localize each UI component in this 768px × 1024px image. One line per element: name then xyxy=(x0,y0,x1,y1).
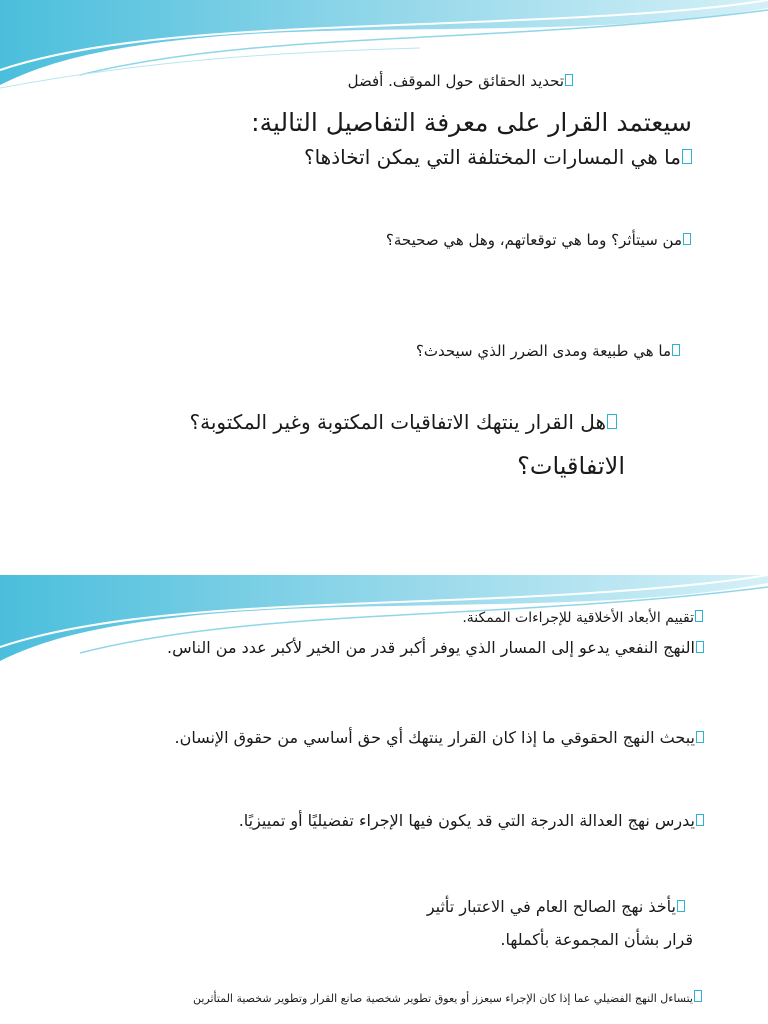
approach-justice: يدرس نهج العدالة الدرجة التي قد يكون فيها الإجراء تفضيليًا أو تمييزيًا. xyxy=(239,811,704,830)
bullet-icon xyxy=(696,641,704,653)
bullet-icon xyxy=(695,610,703,622)
question-1: ما هي المسارات المختلفة التي يمكن اتخاذها؟ xyxy=(304,145,692,169)
approach-rights: يبحث النهج الحقوقي ما إذا كان القرار ينتهك أي حق أساسي من حقوق الإنسان. xyxy=(175,728,704,747)
bullet-icon xyxy=(696,731,704,743)
bullet-icon xyxy=(565,74,573,86)
intro-line: تحديد الحقائق حول الموقف. أفضل xyxy=(348,72,573,90)
question-3: ما هي طبيعة ومدى الضرر الذي سيحدث؟ xyxy=(416,342,680,360)
question-4: هل القرار ينتهك الاتفاقيات المكتوبة وغير المكتوبة؟ xyxy=(190,410,617,434)
approach-virtue: يتساءل النهج الفضيلي عما إذا كان الإجراء سيعزز أو يعوق تطوير شخصية صانع القرار وتطوير شخصية المتأثرين xyxy=(193,990,702,1005)
approach-utilitarian: النهج النفعي يدعو إلى المسار الذي يوفر أكبر قدر من الخير لأكبر عدد من الناس. xyxy=(167,638,704,657)
bullet-icon xyxy=(682,149,692,164)
slide-2 xyxy=(0,575,768,1024)
question-2: من سيتأثر؟ وما هي توقعاتهم، وهل هي صحيحة؟ xyxy=(386,231,691,249)
bullet-icon xyxy=(683,233,691,245)
bullet-icon xyxy=(696,814,704,826)
bullet-icon xyxy=(677,900,685,912)
bullet-icon xyxy=(672,344,680,356)
question-4-continued: الاتفاقيات؟ xyxy=(517,452,625,480)
slide1-heading: سيعتمد القرار على معرفة التفاصيل التالية: xyxy=(251,108,692,137)
approach-common-good: يأخذ نهج الصالح العام في الاعتبار تأثير xyxy=(427,897,685,916)
slide2-title: تقييم الأبعاد الأخلاقية للإجراءات الممكنة. xyxy=(462,610,703,626)
bullet-icon xyxy=(607,414,617,429)
approach-common-good-continued: قرار بشأن المجموعة بأكملها. xyxy=(500,930,693,949)
bullet-icon xyxy=(694,990,702,1002)
